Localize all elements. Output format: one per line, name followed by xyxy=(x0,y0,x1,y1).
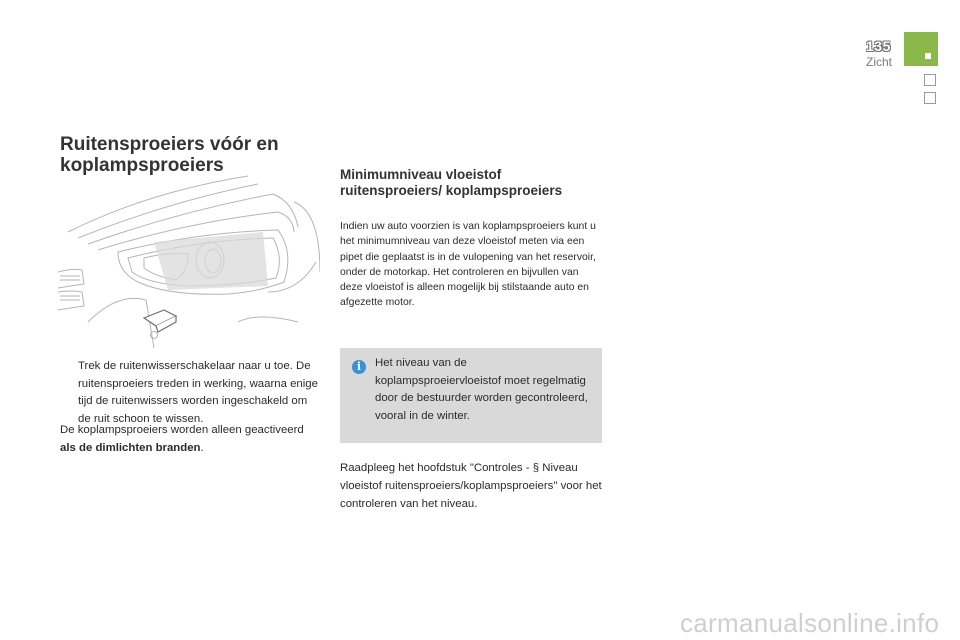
section-tab-active[interactable] xyxy=(904,32,938,66)
info-text: Het niveau van de koplampsproeiervloeistof moet regelmatig door de bestuurder worden gecontroleerd, vooral in de winter. xyxy=(375,357,588,422)
instruction-text: Trek de ruitenwisserschakelaar naar u toe. De ruitensproeiers treden in werking, waarna enige tijd de ruitenwissers worden ingeschakeld om de ruit schoon te wissen. xyxy=(78,360,318,425)
note-bold: als de dimlichten branden xyxy=(60,441,201,454)
section-tab[interactable] xyxy=(924,74,936,86)
chapter-reference: Raadpleeg het hoofdstuk "Controles - § Niveau vloeistof ruitensproeiers/koplampsproeiers" voor het controleren van het niveau. xyxy=(340,462,602,510)
watermark: carmanualsonline.info xyxy=(680,608,940,638)
note-prefix: De koplampsproeiers worden alleen geactiveerd xyxy=(60,424,304,436)
tab-indicator-dot xyxy=(925,53,931,59)
page-number: 135 xyxy=(866,38,891,54)
section-label: Zicht xyxy=(866,55,893,69)
fluid-level-description: Indien uw auto voorzien is van koplampsproeiers kunt u het minimumniveau van deze vloeistof meten via een pipet die geplaatst is in de vulopening van het reservoir, onder de motorkap. Het controleren en bijvullen van deze vloeistof is alleen mogelijk bij stilstaande auto en afgezette motor. xyxy=(340,221,596,309)
headlamp-washer-illustration xyxy=(58,172,320,350)
section-heading: Minimumniveau vloeistof ruitensproeiers/ koplampsproeiers xyxy=(340,167,563,198)
instruction-bullet xyxy=(60,358,322,428)
section-tab[interactable] xyxy=(924,92,936,104)
info-box xyxy=(340,348,602,443)
note-suffix: . xyxy=(200,441,204,454)
info-icon: i xyxy=(352,360,366,374)
page-title: Ruitensproeiers vóór en koplampsproeiers xyxy=(60,134,279,176)
activation-note xyxy=(60,422,322,457)
